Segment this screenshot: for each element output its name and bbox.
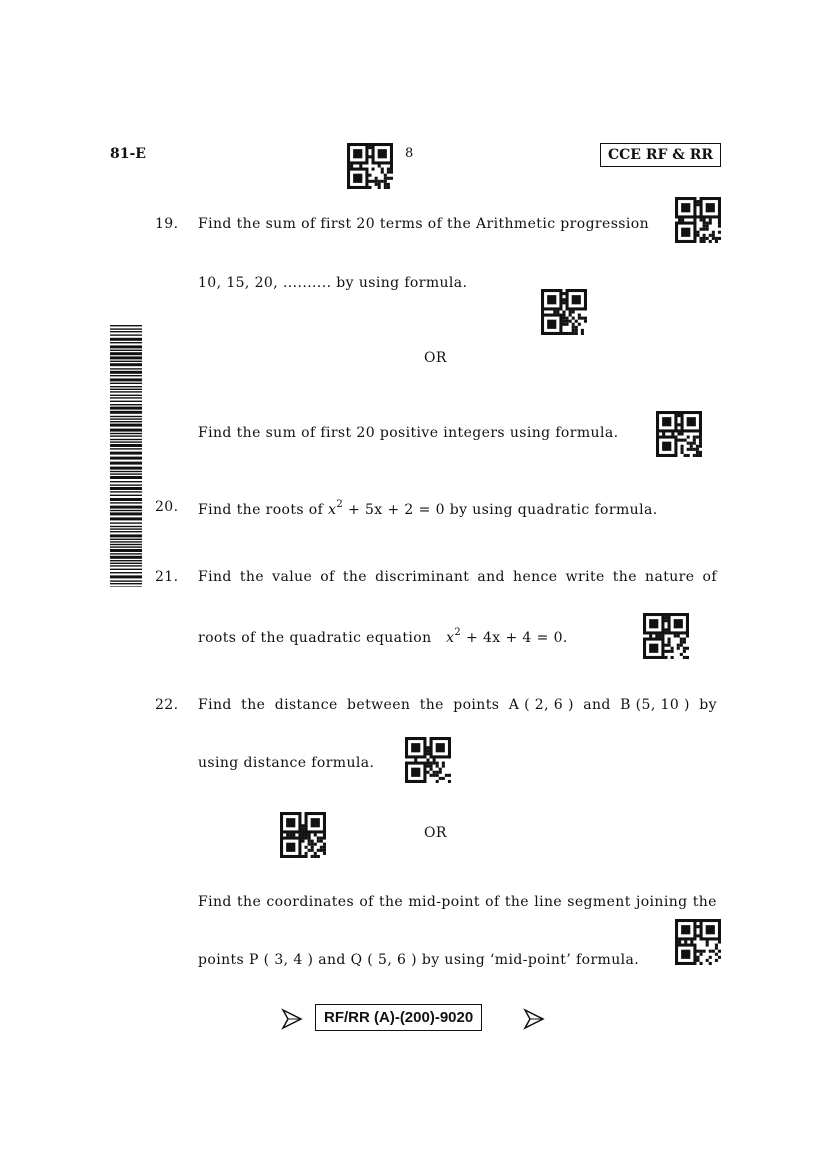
qr-code-q22-or	[280, 812, 326, 858]
word: the	[419, 697, 444, 713]
word: segment	[567, 894, 631, 910]
question-number-22: 22.	[155, 697, 179, 713]
qr-code-q19-line2	[541, 289, 587, 335]
word: of	[485, 894, 500, 910]
page-number: 8	[405, 146, 414, 161]
question-21-prefix: roots of the quadratic equation	[198, 630, 432, 646]
right-arrow-icon	[523, 1008, 545, 1030]
paper-code: 81-E	[110, 146, 146, 162]
qr-code-q22	[405, 737, 451, 783]
qr-code-q21	[643, 613, 689, 659]
word: distance	[274, 697, 338, 713]
word: of	[359, 894, 374, 910]
word: hence	[513, 569, 558, 585]
question-20-text	[198, 499, 658, 518]
word: Find	[198, 697, 232, 713]
word: the	[612, 569, 637, 585]
question-21-variable: x	[446, 630, 455, 646]
question-21-line2	[198, 627, 568, 646]
word: nature	[645, 569, 695, 585]
word: Find	[198, 894, 232, 910]
word: the	[504, 894, 529, 910]
right-arrow-icon	[281, 1008, 303, 1030]
barcode-strip	[110, 325, 142, 587]
question-22-line2: using distance formula.	[198, 755, 375, 771]
word: the	[378, 894, 404, 910]
question-22-alt-line1	[198, 894, 717, 910]
word: value	[272, 569, 313, 585]
word: discriminant	[375, 569, 470, 585]
word: Find	[198, 569, 232, 585]
word: between	[347, 697, 411, 713]
point-b: B (5, 10 )	[620, 697, 690, 713]
point-a: A ( 2, 6 )	[508, 697, 574, 713]
word: mid-point	[408, 894, 480, 910]
question-22-line1	[198, 697, 717, 713]
word: by	[699, 697, 717, 713]
question-19-line1: Find the sum of first 20 terms of the Arithmetic progression	[198, 216, 650, 232]
qr-code-q19-alt	[656, 411, 702, 457]
question-21-suffix: + 4x + 4 = 0.	[466, 630, 568, 646]
question-20-variable: x	[328, 502, 337, 518]
qr-code-q22-alt	[675, 919, 721, 965]
word: the	[692, 894, 717, 910]
word: the	[237, 894, 262, 910]
or-separator-22: OR	[424, 825, 447, 841]
word: the	[241, 697, 266, 713]
word: the	[342, 569, 367, 585]
series-code-box: CCE RF & RR	[600, 143, 721, 167]
footer-code-box: RF/RR (A)-(200)-9020	[315, 1004, 482, 1031]
word: of	[702, 569, 717, 585]
question-20-suffix: + 5x + 2 = 0 by using quadratic formula.	[348, 502, 658, 518]
qr-code-q19	[675, 197, 721, 243]
question-19-alternative: Find the sum of first 20 positive integers using formula.	[198, 425, 619, 441]
or-separator-19: OR	[424, 350, 447, 366]
question-20-exponent: 2	[336, 499, 344, 510]
question-number-21: 21.	[155, 569, 179, 585]
word: points	[453, 697, 500, 713]
question-21-exponent: 2	[454, 627, 462, 638]
question-20-prefix: Find the roots of	[198, 502, 324, 518]
word: the	[239, 569, 265, 585]
word: line	[534, 894, 563, 910]
word: coordinates	[266, 894, 355, 910]
question-number-20: 20.	[155, 499, 179, 515]
question-number-19: 19.	[155, 216, 179, 232]
word: and	[583, 697, 611, 713]
question-22-alt-line2: points P ( 3, 4 ) and Q ( 5, 6 ) by using ‘mid-point’ formula.	[198, 952, 640, 968]
word: of	[320, 569, 335, 585]
question-21-line1	[198, 569, 717, 585]
word: and	[477, 569, 505, 585]
word: joining	[635, 894, 688, 910]
qr-code-header	[347, 143, 393, 189]
word: write	[565, 569, 605, 585]
question-19-line2: 10, 15, 20, .......... by using formula.	[198, 275, 468, 291]
